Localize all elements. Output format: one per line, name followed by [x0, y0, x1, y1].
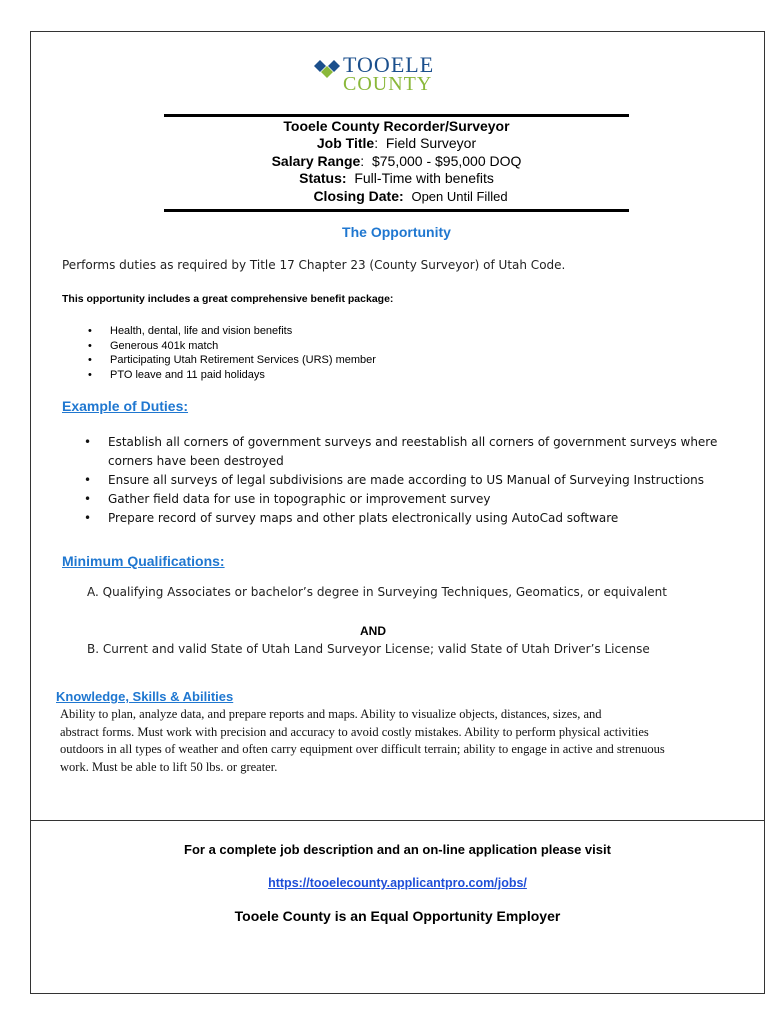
list-item: • Establish all corners of government surveys and reestablish all corners of government surveys where corners have been destroyed: [82, 433, 722, 471]
logo-mark-icon: [313, 58, 341, 80]
department-title: Tooele County Recorder/Surveyor: [283, 118, 510, 134]
ksa-line: Ability to plan, analyze data, and prepare reports and maps. Ability to visualize objects, distances, sizes, and: [60, 707, 602, 721]
application-link[interactable]: https://tooelecounty.applicantpro.com/jobs/: [268, 876, 527, 890]
header-rule-top: [164, 114, 629, 117]
salary-line: Salary Range: $75,000 - $95,000 DOQ: [271, 153, 522, 169]
logo-line-1: TOOELE: [343, 52, 435, 77]
job-title-line: Job Title: Field Surveyor: [316, 135, 477, 151]
footer-visit-text: For a complete job description and an on-line application please visit: [184, 842, 611, 857]
qualification-a: A. Qualifying Associates or bachelor’s degree in Surveying Techniques, Geomatics, or equivalent: [87, 585, 667, 599]
county-logo: [313, 54, 473, 94]
footer-url-wrap: [30, 876, 765, 890]
opportunity-title: The Opportunity: [342, 224, 451, 240]
status-line: Status: Full-Time with benefits: [299, 170, 494, 186]
list-item: • Participating Utah Retirement Services (URS) member: [80, 353, 376, 368]
list-item: • Gather field data for use in topographic or improvement survey: [82, 490, 722, 509]
ksa-text: [60, 706, 730, 776]
header-rule-bottom: [164, 209, 629, 212]
duties-title: Example of Duties:: [62, 398, 189, 414]
opportunity-description: Performs duties as required by Title 17 Chapter 23 (County Surveyor) of Utah Code.: [62, 258, 566, 272]
ksa-line: abstract forms. Must work with precision and accuracy to avoid costly mistakes. Ability to perform physical activities: [60, 724, 649, 739]
list-item: • Ensure all surveys of legal subdivisions are made according to US Manual of Surveying Instructions: [82, 471, 722, 490]
list-item: • Generous 401k match: [80, 339, 376, 354]
ksa-line: outdoors in all types of weather and often carry equipment over difficult terrain; ability to engage in active and strenuous: [60, 742, 665, 756]
closing-date-line: Closing Date: Open Until Filled: [313, 188, 508, 204]
benefits-list: [80, 324, 376, 382]
list-item: • PTO leave and 11 paid holidays: [80, 368, 376, 383]
qualification-and: AND: [360, 624, 386, 638]
ksa-title: Knowledge, Skills & Abilities: [56, 689, 234, 704]
eoe-statement: Tooele County is an Equal Opportunity Employer: [234, 908, 561, 924]
duties-list: [82, 433, 722, 528]
logo-line-2: COUNTY: [343, 73, 433, 95]
qualifications-title: Minimum Qualifications:: [62, 553, 225, 569]
benefits-intro: This opportunity includes a great comprehensive benefit package:: [62, 293, 394, 305]
list-item: • Health, dental, life and vision benefits: [80, 324, 376, 339]
footer-divider: [30, 820, 765, 821]
qualification-b: B. Current and valid State of Utah Land Surveyor License; valid State of Utah Driver’s License: [87, 642, 650, 656]
list-item: • Prepare record of survey maps and other plats electronically using AutoCad software: [82, 509, 722, 528]
ksa-line: work. Must be able to lift 50 lbs. or greater.: [60, 759, 278, 774]
